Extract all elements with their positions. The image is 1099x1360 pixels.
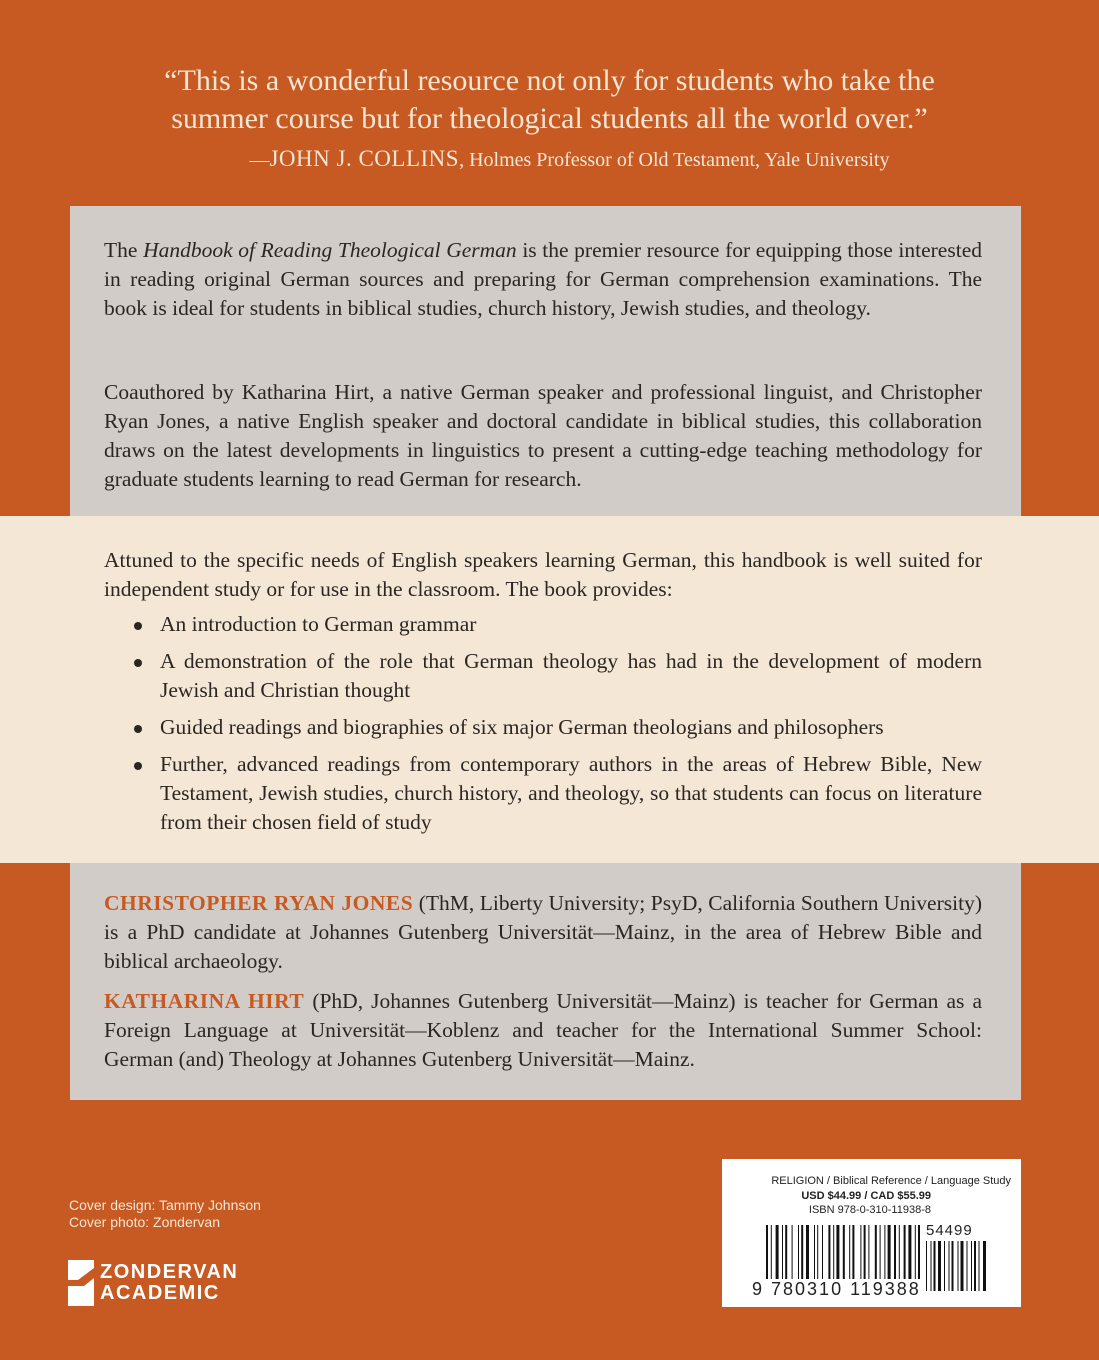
features-list [104, 610, 982, 845]
book-title: Handbook of Reading Theological German [143, 238, 517, 262]
endorsement-quote [0, 62, 1099, 172]
list-item [104, 750, 982, 837]
cover-design-credit: Cover design: Tammy Johnson [69, 1197, 261, 1213]
quote-line-2: summer course but for theological students all the world over.” [171, 102, 928, 135]
barcode-addon-digits: 54499 [926, 1222, 973, 1239]
author-name: KATHARINA HIRT [104, 989, 305, 1013]
list-item [104, 610, 982, 639]
quote-author-name: JOHN J. COLLINS [269, 146, 460, 171]
zondervan-logo-icon [68, 1260, 94, 1306]
description-paragraph-2: Coauthored by Katharina Hirt, a native German speaker and professional linguist, and Christopher Ryan Jones, a native English speaker and doctoral candidate in biblical studies, this collaboration draws on the latest developments in linguistics to present a cutting-edge teaching methodology for graduate students learning to read German for research. [104, 380, 982, 491]
bullet-icon [134, 622, 142, 630]
description-rest: is the premier resource for equipping those interested in reading original German sources and preparing for German comprehension examinations. The book is ideal for students in biblical studies, church history, Jewish studies, and theology. [104, 238, 982, 320]
description-paragraph-1 [104, 236, 982, 323]
publisher-name-line-2: ACADEMIC [100, 1282, 220, 1304]
list-item [104, 647, 982, 705]
author-name: CHRISTOPHER RYAN JONES [104, 891, 414, 915]
features-intro: Attuned to the specific needs of English speakers learning German, this handbook is well suited for independent study or for use in the classroom. The book provides: [104, 548, 982, 601]
barcode-label [722, 1159, 1021, 1307]
description-lead: The [104, 238, 144, 262]
author-bio-2 [104, 987, 982, 1074]
quote-dash: — [249, 149, 270, 171]
author-bio-text: (ThM, Liberty University; PsyD, California Southern University) is a PhD candidate at Johannes Gutenberg Universität—Mainz, in the area of Hebrew Bible and biblical archaeology. [104, 891, 982, 973]
list-item [104, 713, 982, 742]
bisac-category: RELIGION / Biblical Reference / Language Study [771, 1175, 1011, 1187]
quote-author-title: , Holmes Professor of Old Testament, Yale University [459, 149, 890, 171]
bullet-icon [134, 725, 142, 733]
author-bio-text: (PhD, Johannes Gutenberg Universität—Mainz) is teacher for German as a Foreign Language at Universität—Koblenz and teacher for the International Summer School: German (and) Theology at Johannes Gutenberg Universität—Mainz. [104, 989, 982, 1071]
publisher-name [100, 1262, 238, 1304]
price-text: USD $44.99 / CAD $55.99 [801, 1190, 931, 1202]
feature-text: Further, advanced readings from contemporary authors in the areas of Hebrew Bible, New Testament, Jewish studies, church history, and theology, so that students can focus on literature from their chosen field of study [160, 752, 982, 834]
bullet-icon [134, 659, 142, 667]
quote-line-1: “This is a wonderful resource not only for students who take the [164, 64, 935, 97]
cover-photo-credit: Cover photo: Zondervan [69, 1214, 220, 1230]
feature-text: Guided readings and biographies of six major German theologians and philosophers [160, 715, 884, 739]
feature-text: An introduction to German grammar [160, 612, 477, 636]
author-bio-1 [104, 889, 982, 976]
publisher-logo [68, 1260, 239, 1310]
cover-credits [69, 1197, 261, 1231]
feature-text: A demonstration of the role that German theology has had in the development of modern Jewish and Christian thought [160, 649, 982, 702]
barcode-digits: 9 780310 119388 [752, 1279, 921, 1299]
quote-attribution [0, 146, 1099, 172]
isbn-text: ISBN 978-0-310-11938-8 [808, 1204, 931, 1216]
publisher-name-line-1: ZONDERVAN [100, 1261, 239, 1283]
bullet-icon [134, 762, 142, 770]
